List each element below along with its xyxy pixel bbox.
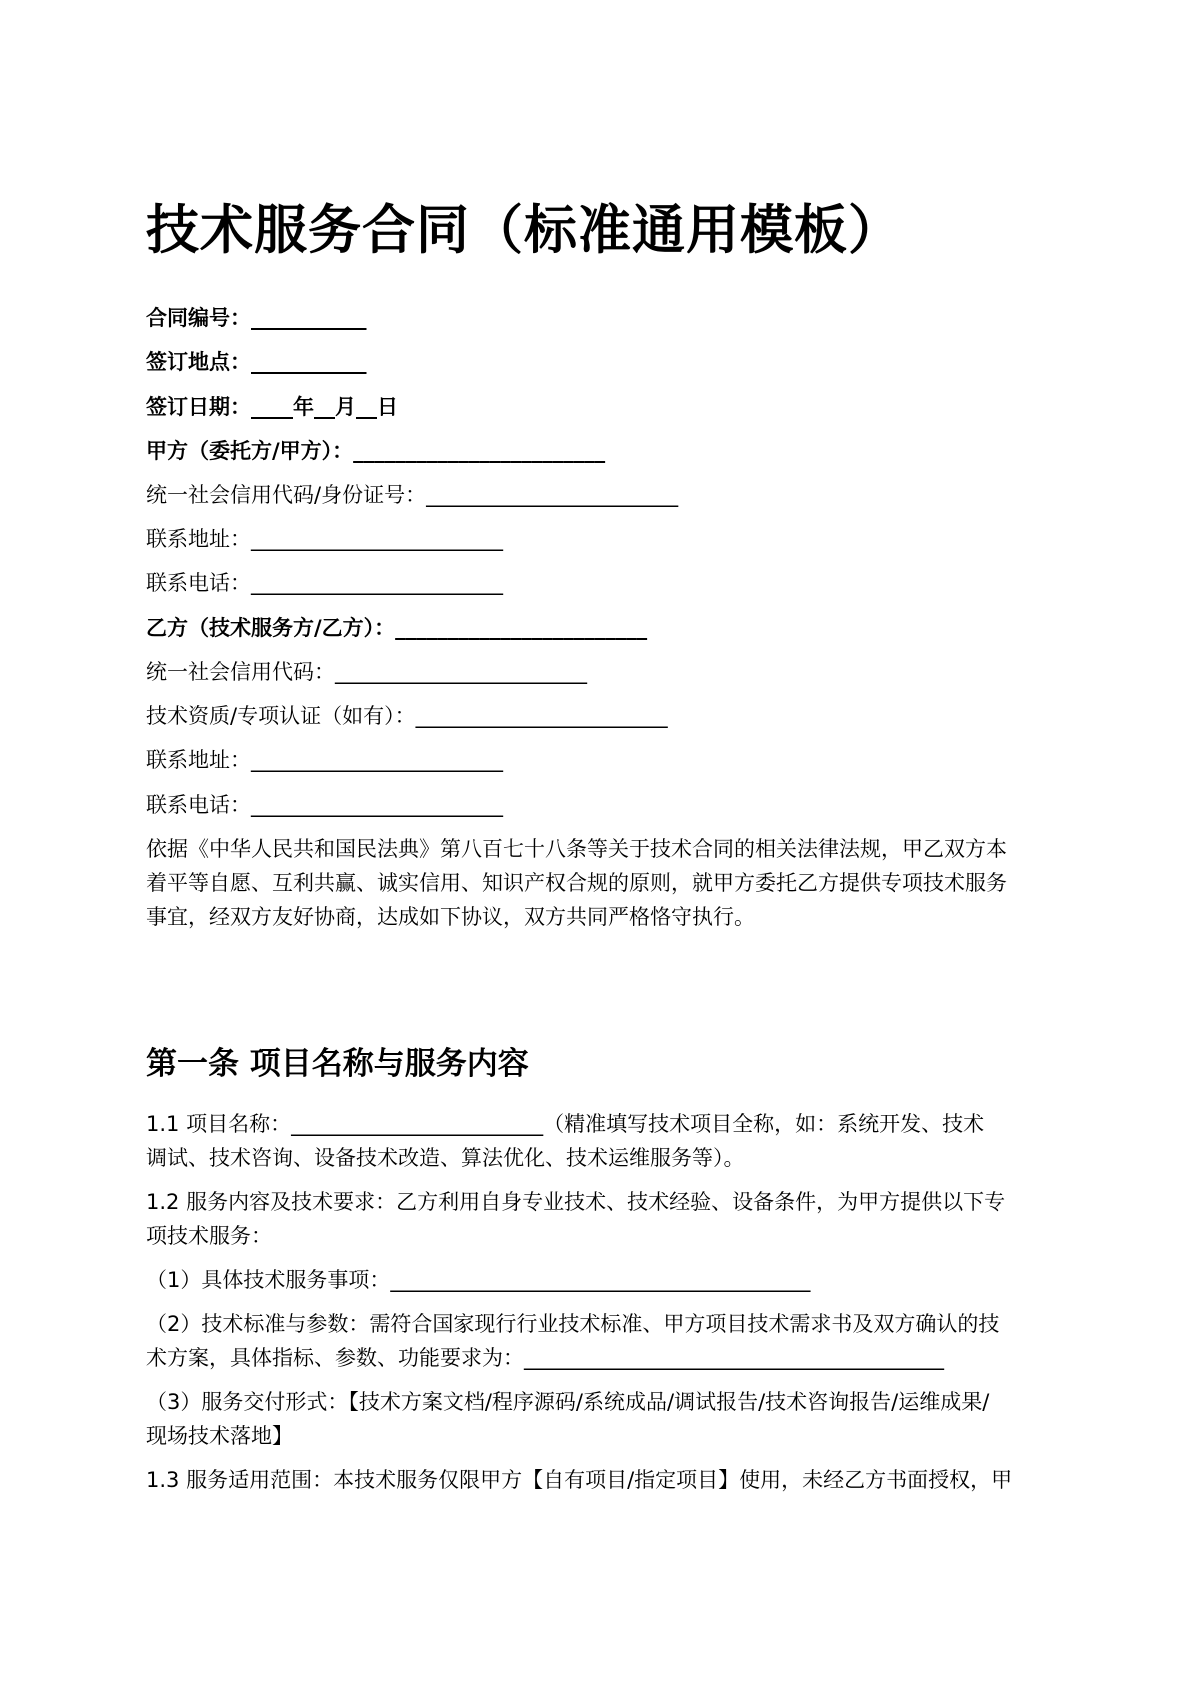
party-b-field: 乙方（技术服务方/乙方）：________________________ — [146, 616, 648, 640]
section-1-heading: 第一条 项目名称与服务内容 — [146, 1046, 529, 1082]
sign-date-field: 签订日期：____年__月__日 — [146, 395, 398, 419]
clause-1-3-line-1: 1.3 服务适用范围：本技术服务仅限甲方【自有项目/指定项目】使用，未经乙方书面授权，甲 — [146, 1468, 1013, 1492]
service-item-3-line-1: （3）服务交付形式：【技术方案文档/程序源码/系统成品/调试报告/技术咨询报告/运维成果/ — [146, 1390, 990, 1414]
clause-1-1-line-2: 调试、技术咨询、设备技术改造、算法优化、技术运维服务等）。 — [146, 1146, 745, 1170]
service-item-3-line-2: 现场技术落地】 — [146, 1424, 293, 1448]
clause-1-1-line-1: 1.1 项目名称：________________________（精准填写技术项目全称，如：系统开发、技术 — [146, 1112, 985, 1136]
party-a-address-field: 联系地址：________________________ — [146, 527, 503, 551]
party-a-field: 甲方（委托方/甲方）：________________________ — [146, 439, 606, 463]
preamble-line-1: 依据《中华人民共和国民法典》第八百七十八条等关于技术合同的相关法律法规，甲乙双方本 — [146, 837, 1007, 861]
sign-place-field: 签订地点：___________ — [146, 350, 367, 374]
party-b-address-field: 联系地址：________________________ — [146, 748, 503, 772]
preamble-line-3: 事宜，经双方友好协商，达成如下协议，双方共同严格恪守执行。 — [146, 905, 755, 929]
service-item-2-line-1: （2）技术标准与参数：需符合国家现行行业技术标准、甲方项目技术需求书及双方确认的技 — [146, 1312, 1000, 1336]
clause-1-2-line-2: 项技术服务： — [146, 1224, 272, 1248]
party-b-phone-field: 联系电话：________________________ — [146, 793, 503, 817]
party-b-credit-code-field: 统一社会信用代码：________________________ — [146, 660, 587, 684]
party-a-phone-field: 联系电话：________________________ — [146, 571, 503, 595]
preamble-line-2: 着平等自愿、互利共赢、诚实信用、知识产权合规的原则，就甲方委托乙方提供专项技术服务 — [146, 871, 1007, 895]
service-item-2-line-2: 术方案，具体指标、参数、功能要求为：________________________________________ — [146, 1346, 944, 1370]
contract-number-field: 合同编号：___________ — [146, 306, 367, 330]
clause-1-2-line-1: 1.2 服务内容及技术要求：乙方利用自身专业技术、技术经验、设备条件，为甲方提供以下专 — [146, 1190, 1006, 1214]
service-item-1: （1）具体技术服务事项：________________________________________ — [146, 1268, 811, 1292]
party-a-credit-code-field: 统一社会信用代码/身份证号：________________________ — [146, 483, 679, 507]
party-b-qualification-field: 技术资质/专项认证（如有）：________________________ — [146, 704, 668, 728]
document-title: 技术服务合同（标准通用模板） — [146, 200, 902, 261]
